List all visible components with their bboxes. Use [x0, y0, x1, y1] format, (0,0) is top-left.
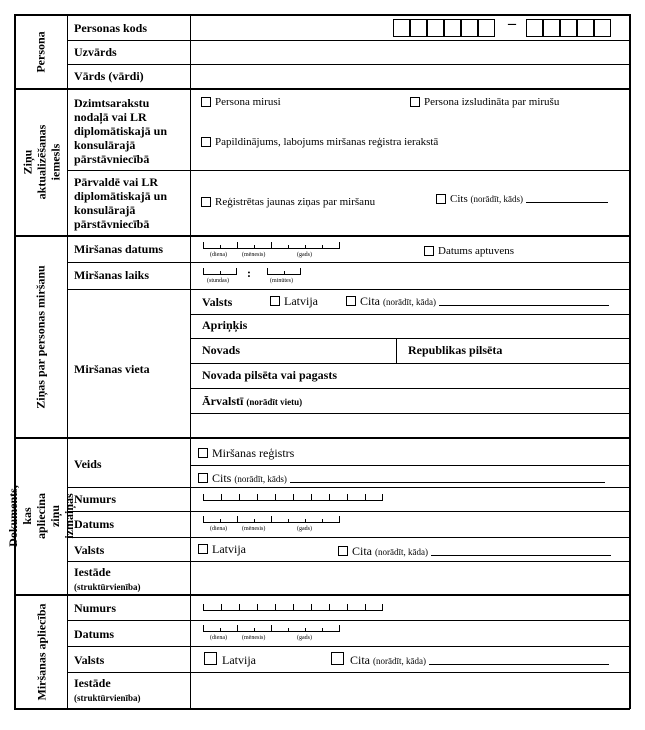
record-amendment-checkbox[interactable] [201, 137, 211, 147]
document-other-checkbox[interactable] [198, 473, 208, 483]
death-place-label: Miršanas vieta [74, 362, 150, 376]
day-caption: (diena) [210, 252, 227, 258]
row-line [67, 262, 629, 263]
minutes-caption: (minūtes) [270, 278, 293, 284]
vards-label: Vārds (vārdi) [74, 69, 144, 83]
document-country-label: Valsts [74, 543, 105, 557]
reason-other-fill-line[interactable] [526, 202, 608, 203]
code-separator: – [508, 15, 516, 32]
code-digit-box[interactable] [594, 19, 611, 37]
approximate-date-checkbox[interactable] [424, 246, 434, 256]
row-line [190, 413, 629, 414]
certificate-other-country-fill-line[interactable] [429, 664, 609, 665]
certificate-institution-label: Iestāde (struktūrvienība) [74, 676, 141, 703]
row-line [67, 537, 629, 538]
section-separator [14, 594, 630, 596]
persona-mirusi-label: Persona mirusi [215, 96, 281, 108]
code-digit-box[interactable] [526, 19, 543, 37]
place-other-checkbox[interactable] [346, 296, 356, 306]
row-line [190, 465, 629, 466]
code-digit-box[interactable] [478, 19, 495, 37]
death-date-label: Miršanas datums [74, 242, 164, 256]
death-time-label: Miršanas laiks [74, 268, 150, 282]
abroad-label: Ārvalstī (norādīt vietu) [202, 394, 303, 408]
novada-pilseta-label: Novada pilsēta vai pagasts [202, 368, 338, 382]
republic-city-label: Republikas pilsēta [408, 343, 503, 357]
code-digit-box[interactable] [543, 19, 560, 37]
hours-caption: (stundas) [207, 278, 229, 284]
personas-kods-label: Personas kods [74, 21, 148, 35]
death-register-checkbox[interactable] [198, 448, 208, 458]
section-persona: Persona [33, 30, 48, 73]
document-institution-field[interactable] [191, 562, 629, 594]
document-latvia-label: Latvija [212, 542, 246, 556]
month-caption: (mēnesis) [242, 635, 266, 641]
section-death-certificate: Miršanas apliecība [34, 602, 49, 701]
row-line [67, 620, 629, 621]
novads-label: Novads [202, 343, 241, 357]
administration-label: Pārvaldē vai LR diplomātiskajā un konsulārajā pārstāvniecībā [74, 175, 168, 231]
document-other-country-option: Cita (norādīt, kāda) [352, 544, 611, 559]
document-institution-label: Iestāde (struktūrvienība) [74, 565, 141, 592]
place-latvia-label: Latvija [284, 294, 318, 308]
place-latvia-checkbox[interactable] [270, 296, 280, 306]
document-number-label: Numurs [74, 492, 117, 506]
year-caption: (gads) [297, 635, 312, 641]
novads-divider [396, 339, 397, 363]
uzvards-label: Uzvārds [74, 45, 117, 59]
section-change-document: Dokuments, kas apliecina ziņu izmaiņas [6, 485, 76, 547]
place-other-option: Cita (norādīt, kāda) [360, 294, 609, 309]
column-divider-1 [67, 15, 68, 708]
row-line [67, 289, 629, 290]
code-digit-box[interactable] [461, 19, 478, 37]
record-amendment-label: Papildinājums, labojums miršanas reģistra ierakstā [215, 136, 439, 148]
document-other-country-fill-line[interactable] [431, 555, 611, 556]
section-separator [14, 437, 630, 439]
approximate-date-label: Datums aptuvens [438, 245, 515, 257]
code-digit-box[interactable] [410, 19, 427, 37]
table-right-border [629, 14, 631, 709]
document-other-option: Cits (norādīt, kāds) [212, 471, 605, 486]
table-top-border [14, 14, 630, 16]
name-field[interactable] [191, 65, 629, 88]
certificate-institution-field[interactable] [191, 673, 629, 708]
certificate-number-label: Numurs [74, 601, 117, 615]
section-update-reason: Ziņu aktualizēšanas iemesls [20, 124, 62, 200]
document-latvia-checkbox[interactable] [198, 544, 208, 554]
certificate-latvia-label: Latvija [222, 653, 256, 667]
new-death-info-label: Reģistrētas jaunas ziņas par miršanu [215, 196, 376, 208]
certificate-country-label: Valsts [74, 653, 105, 667]
persona-mirusi-checkbox[interactable] [201, 97, 211, 107]
day-caption: (diena) [210, 526, 227, 532]
place-other-fill-line[interactable] [439, 305, 609, 306]
certificate-date-label: Datums [74, 627, 115, 641]
row-line [190, 338, 629, 339]
place-country-label: Valsts [202, 295, 233, 309]
civil-registry-label: Dzimtsarakstu nodaļā vai LR diplomātiskajā un konsulārajā pārstāvniecībā [74, 96, 168, 166]
month-caption: (mēnesis) [242, 252, 266, 258]
new-death-info-checkbox[interactable] [201, 197, 211, 207]
document-type-label: Veids [74, 457, 102, 471]
row-line [67, 511, 629, 512]
code-digit-box[interactable] [444, 19, 461, 37]
document-other-fill-line[interactable] [290, 482, 605, 483]
section-death-info: Ziņas par personas miršanu [34, 264, 49, 409]
row-line [67, 170, 629, 171]
row-line [190, 363, 629, 364]
table-bottom-border [14, 708, 630, 710]
code-digit-box[interactable] [427, 19, 444, 37]
day-caption: (diena) [210, 635, 227, 641]
document-other-country-checkbox[interactable] [338, 546, 348, 556]
code-digit-box[interactable] [577, 19, 594, 37]
certificate-latvia-checkbox[interactable] [204, 652, 217, 665]
section-separator [14, 88, 630, 90]
column-divider-2 [190, 15, 191, 708]
row-line [190, 388, 629, 389]
month-caption: (mēnesis) [242, 526, 266, 532]
certificate-other-country-checkbox[interactable] [331, 652, 344, 665]
document-date-label: Datums [74, 517, 115, 531]
time-separator: : [247, 266, 251, 280]
row-line [190, 314, 629, 315]
aprinkis-label: Apriņķis [202, 318, 248, 332]
declared-dead-label: Persona izsludināta par mirušu [424, 96, 560, 108]
year-caption: (gads) [297, 526, 312, 532]
death-register-label: Miršanas reģistrs [212, 446, 295, 460]
declared-dead-checkbox[interactable] [410, 97, 420, 107]
row-line [67, 487, 629, 488]
reason-other-checkbox[interactable] [436, 194, 446, 204]
section-separator [14, 235, 630, 237]
certificate-other-country-option: Cita (norādīt, kāda) [350, 653, 609, 668]
code-digit-box[interactable] [393, 19, 410, 37]
year-caption: (gads) [297, 252, 312, 258]
reason-other-option: Cits (norādīt, kāds) [450, 193, 608, 205]
surname-field[interactable] [191, 41, 629, 64]
code-digit-box[interactable] [560, 19, 577, 37]
row-line [67, 646, 629, 647]
